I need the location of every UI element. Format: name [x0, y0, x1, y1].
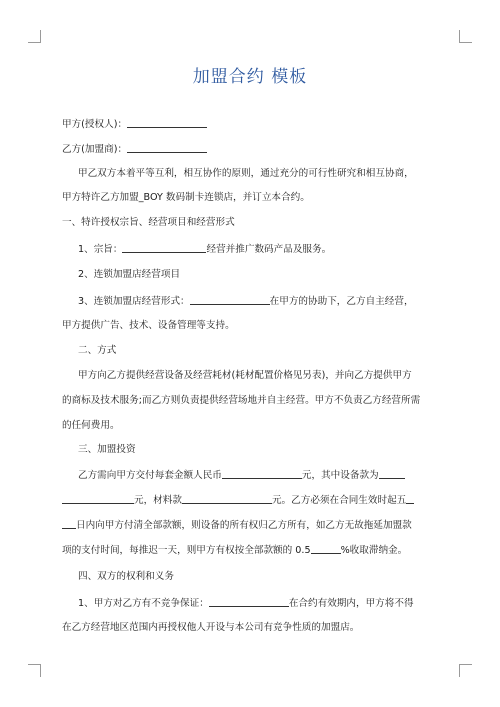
party-b-line	[62, 142, 442, 156]
party-b-label: 乙方(加盟商)：	[62, 144, 128, 155]
payment-days-blank[interactable]	[406, 493, 414, 504]
party-b-blank[interactable]	[127, 142, 207, 153]
section-2-heading: 二、方式	[78, 345, 117, 356]
investment-line-2	[62, 493, 442, 507]
way-line-3: 的任何费用。	[62, 420, 120, 431]
party-a-blank[interactable]	[127, 117, 207, 128]
document-title: 加盟合约 模板	[192, 67, 308, 87]
page-corner-mark-top-right	[459, 30, 472, 43]
investment-line-3-text: 日内向甲方付清全部款额，则设备的所有权归乙方所有，如乙方无故拖延加盟款	[76, 520, 412, 531]
late-fee-blank[interactable]	[311, 543, 341, 554]
section-1-heading: 一、特许授权宗旨、经营项目和经营形式	[62, 217, 235, 228]
way-line-1: 甲方向乙方提供经营设备及经营耗材(耗材配置价格见另表)，并向乙方提供甲方	[78, 370, 412, 381]
page-corner-mark-bottom-right	[459, 664, 472, 677]
item-3-label: 3、连锁加盟店经营形式：	[78, 296, 190, 307]
page-corner-mark-top-left	[28, 30, 41, 43]
investment-line-3	[62, 518, 442, 532]
non-compete-blank[interactable]	[209, 596, 289, 607]
party-a-line	[62, 117, 442, 131]
investment-line-1	[78, 468, 458, 482]
equipment-fee-label: 元，其中设备款为	[301, 470, 379, 481]
item-3-text: 在甲方的协助下，乙方自主经营，	[269, 296, 414, 307]
item-3-line	[78, 294, 458, 308]
item-1-text: 经营并推广数码产品及服务。	[206, 244, 332, 255]
intro-line-1: 甲乙双方本着平等互利，相互协作的原则，通过充分的可行性研究和相互协商，	[78, 168, 414, 179]
item-1-blank[interactable]	[122, 242, 206, 253]
item-3-continuation: 甲方提供广告、技术、设备管理等支持。	[62, 320, 235, 331]
rights-line-1	[78, 596, 458, 610]
non-compete-label: 1、甲方对乙方有不竞争保证：	[78, 598, 209, 609]
item-2-line: 2、连锁加盟店经营项目	[78, 269, 181, 280]
item-1-line	[78, 242, 458, 256]
investment-total-blank[interactable]	[222, 468, 302, 479]
section-3-heading: 三、加盟投资	[78, 444, 136, 455]
late-fee-text: 项的支付时间，每推迟一天，则甲方有权按全部款额的 0.5	[62, 545, 311, 556]
party-a-label: 甲方(授权人)：	[62, 119, 128, 130]
investment-total-label: 乙方需向甲方交付每套金额人民币	[78, 470, 222, 481]
investment-line-4	[62, 543, 442, 557]
equipment-fee-blank-cont[interactable]	[62, 493, 134, 504]
payment-days-blank-cont[interactable]	[62, 518, 76, 529]
item-1-label: 1、宗旨：	[78, 244, 123, 255]
non-compete-text: 在合约有效期内，甲方将不得	[288, 598, 414, 609]
material-fee-blank[interactable]	[182, 493, 272, 504]
material-fee-label: 元，材料款	[134, 495, 182, 506]
rights-line-2: 在乙方经营地区范围内再授权他人开设与本公司有竞争性质的加盟店。	[62, 622, 360, 633]
payment-deadline-text: 元。乙方必须在合同生效时起五	[271, 495, 407, 506]
section-4-heading: 四、双方的权利和义务	[78, 571, 174, 582]
way-line-2: 的商标及技术服务;而乙方则负责提供经营场地并自主经营。甲方不负责乙方经营所需	[62, 395, 421, 406]
page-corner-mark-bottom-left	[28, 664, 41, 677]
late-fee-suffix: %收取滞纳金。	[340, 545, 408, 556]
equipment-fee-blank[interactable]	[379, 468, 405, 479]
intro-line-2: 甲方特许乙方加盟_BOY 数码制卡连锁店，并订立本合约。	[62, 192, 310, 203]
item-3-blank[interactable]	[190, 294, 270, 305]
